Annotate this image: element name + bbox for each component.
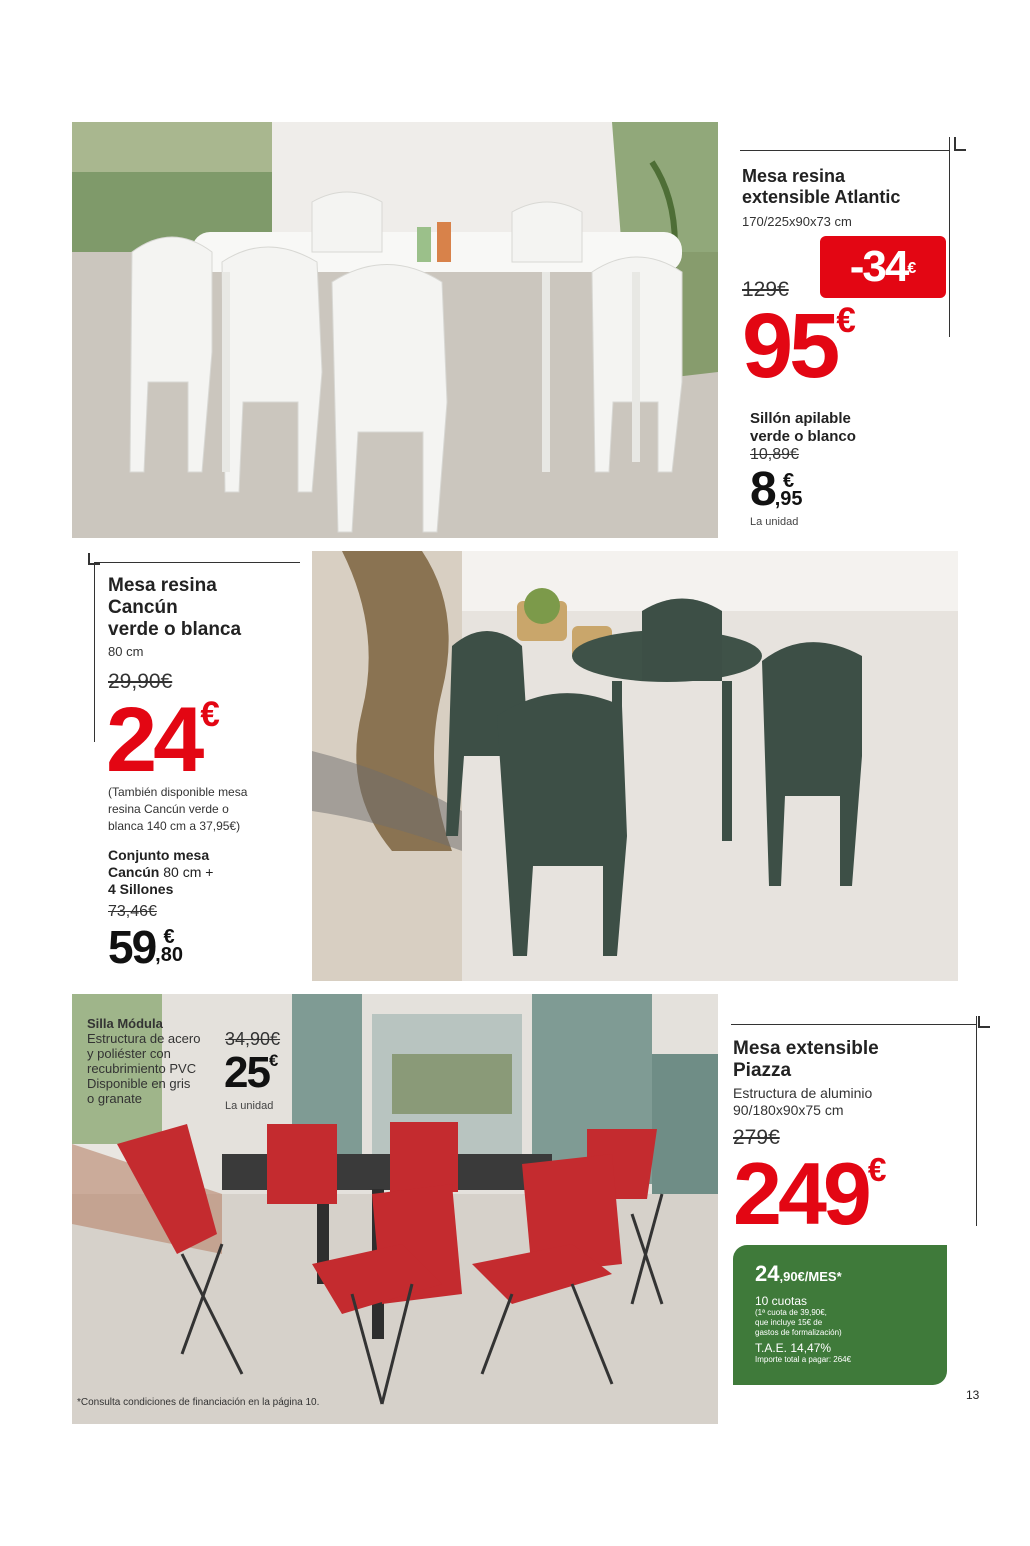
corner-mark	[954, 137, 966, 151]
corner-mark	[731, 1024, 977, 1025]
page-number: 13	[966, 1388, 980, 1402]
corner-mark	[978, 1016, 990, 1028]
modula-unit: La unidad	[225, 1100, 274, 1112]
atlantic-price	[742, 295, 856, 397]
sillon-title-line1: Sillón apilable	[750, 410, 851, 427]
atlantic-discount-currency: €	[907, 259, 917, 277]
corner-mark	[94, 562, 95, 742]
finance-detail-line1: (1ª cuota de 39,90€,	[755, 1308, 827, 1317]
cancun-title	[108, 575, 241, 641]
sillon-price	[750, 463, 803, 516]
atlantic-old-price: 129€	[742, 278, 789, 301]
corner-mark	[949, 137, 950, 337]
sillon-price-int: 8	[750, 463, 775, 516]
finance-box	[733, 1245, 947, 1385]
conjunto-price	[108, 921, 183, 973]
finance-monthly-int: 24	[755, 1261, 780, 1286]
atlantic-discount: -34	[849, 242, 908, 291]
cancun-dims: 80 cm	[108, 644, 144, 659]
atlantic-price-currency: €	[836, 301, 856, 341]
conjunto-line3: 4 Sillones	[108, 881, 174, 897]
finance-tae: T.A.E. 14,47%	[755, 1341, 832, 1355]
modula-info	[87, 1016, 200, 1106]
cancun-note-line3: blanca 140 cm a 37,95€)	[108, 819, 241, 833]
conjunto-title	[108, 847, 213, 898]
cancun-price-value: 24	[106, 689, 201, 791]
sillon-price-dec-group	[775, 472, 803, 508]
piazza-title-line1: Mesa extensible	[733, 1038, 879, 1059]
cancun-note-line1: (También disponible mesa	[108, 785, 248, 799]
atlantic-discount-badge	[820, 236, 946, 298]
sillon-title	[750, 410, 856, 446]
cancun-note	[108, 784, 247, 835]
modula-desc-line3: recubrimiento PVC	[87, 1061, 197, 1076]
modula-title: Silla Módula	[87, 1016, 163, 1031]
modula-desc-line4: Disponible en gris	[87, 1076, 191, 1091]
cancun-title-line1: Mesa resina	[108, 575, 217, 596]
conjunto-price-dec-group	[155, 928, 183, 964]
conjunto-line2-bold: Cancún	[108, 864, 160, 880]
modula-desc-line2: y poliéster con	[87, 1046, 171, 1061]
atlantic-title	[742, 166, 942, 208]
corner-mark	[94, 562, 300, 563]
piazza-price-value: 249	[733, 1144, 868, 1243]
photo-cancun-set	[312, 551, 958, 981]
piazza-price	[733, 1144, 887, 1243]
conjunto-old-price: 73,46€	[108, 903, 157, 920]
finance-monthly-rest: ,90€/MES*	[779, 1269, 842, 1284]
conjunto-price-dec: ,80	[155, 944, 183, 966]
piazza-desc	[733, 1085, 872, 1119]
atlantic-dims: 170/225x90x73 cm	[742, 214, 852, 229]
modula-price-currency: €	[268, 1051, 279, 1070]
piazza-desc-line1: Estructura de aluminio	[733, 1085, 873, 1101]
atlantic-title-line1: Mesa resina	[742, 166, 846, 186]
conjunto-line2	[108, 864, 213, 881]
sillon-price-dec: ,95	[774, 488, 803, 510]
modula-desc-line1: Estructura de acero	[87, 1031, 201, 1046]
cancun-price-currency: €	[200, 695, 220, 735]
cancun-note-line2: resina Cancún verde o	[108, 802, 229, 816]
modula-price-value: 25	[224, 1048, 269, 1097]
piazza-price-currency: €	[867, 1152, 887, 1189]
finance-total: Importe total a pagar: 264€	[755, 1355, 852, 1364]
sillon-price-currency: €	[783, 470, 795, 492]
corner-mark	[740, 150, 950, 151]
sillon-title-line2: verde o blanco	[750, 428, 856, 445]
piazza-desc-line2: 90/180x90x75 cm	[733, 1102, 844, 1118]
corner-mark	[976, 1016, 977, 1226]
conjunto-price-int: 59	[108, 921, 156, 973]
cancun-title-line3: verde o blanca	[108, 619, 242, 640]
modula-price	[224, 1048, 279, 1097]
conjunto-price-currency: €	[163, 926, 175, 948]
modula-desc-line5: o granate	[87, 1091, 142, 1106]
finance-detail-line2: que incluye 15€ de	[755, 1318, 823, 1327]
finance-monthly	[755, 1261, 842, 1287]
financing-footnote: *Consulta condiciones de financiación en la página 10.	[77, 1397, 320, 1408]
atlantic-title-line2: extensible Atlantic	[742, 187, 901, 207]
piazza-title-line2: Piazza	[733, 1060, 792, 1081]
cancun-title-line2: Cancún	[108, 597, 178, 618]
photo-atlantic-set	[72, 122, 718, 538]
conjunto-line2-rest: 80 cm +	[159, 864, 214, 880]
sillon-unit: La unidad	[750, 516, 799, 528]
finance-quotas: 10 cuotas	[755, 1294, 808, 1308]
piazza-old-price: 279€	[733, 1126, 780, 1149]
cancun-price	[106, 689, 220, 791]
conjunto-line1: Conjunto mesa	[108, 847, 210, 863]
finance-detail	[755, 1308, 842, 1338]
modula-old-price: 34,90€	[225, 1029, 281, 1049]
piazza-title	[733, 1038, 879, 1082]
cancun-old-price: 29,90€	[108, 670, 173, 693]
sillon-old-price: 10,89€	[750, 446, 799, 463]
finance-detail-line3: gastos de formalización)	[755, 1328, 842, 1337]
atlantic-price-value: 95	[742, 295, 837, 397]
